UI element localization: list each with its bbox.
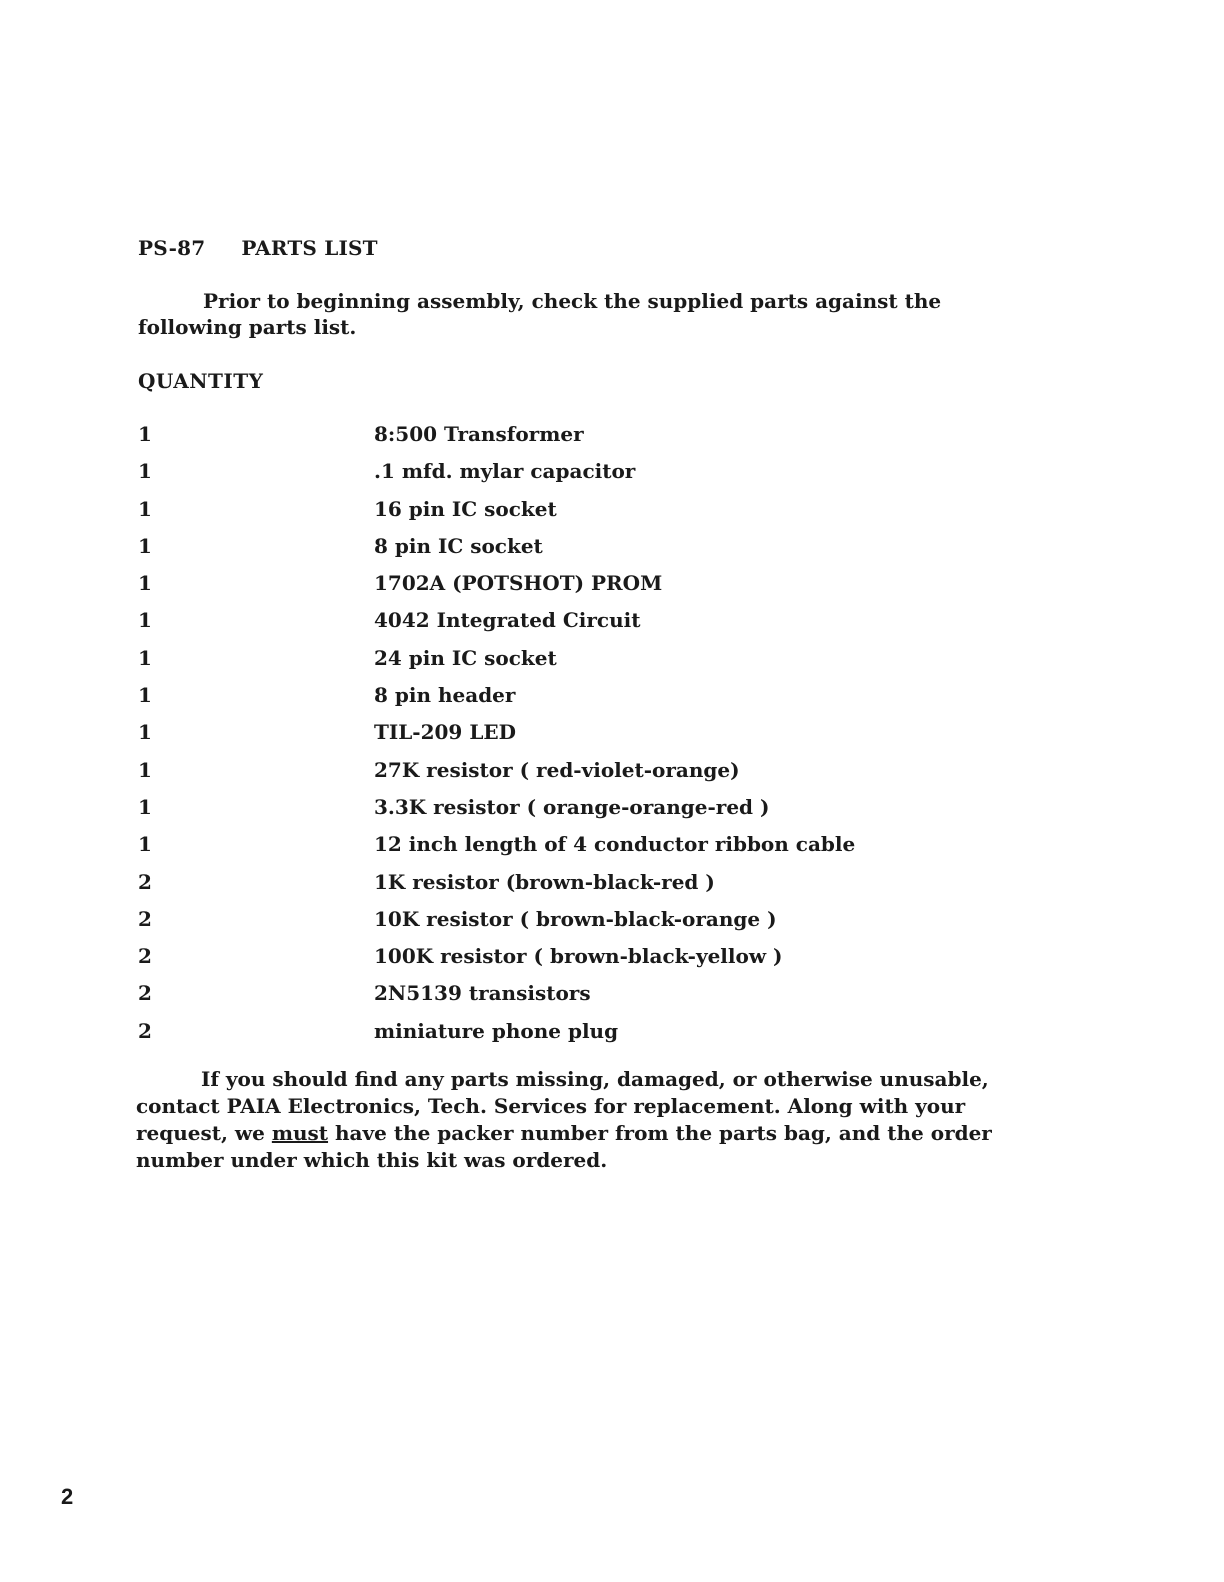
part-description: 4042 Integrated Circuit (374, 608, 641, 633)
page-number: 2 (61, 1484, 74, 1509)
list-item (138, 608, 1038, 645)
part-description: 8 pin header (374, 683, 516, 708)
part-quantity: 1 (138, 683, 152, 708)
part-quantity: 2 (138, 1018, 152, 1043)
part-description: TIL-209 LED (374, 720, 516, 745)
part-description: 2N5139 transistors (374, 981, 591, 1006)
part-quantity: 1 (138, 757, 152, 782)
part-description: 16 pin IC socket (374, 496, 557, 521)
part-quantity: 1 (138, 645, 152, 670)
list-item (138, 944, 1038, 981)
part-quantity: 2 (138, 981, 152, 1006)
list-item (138, 907, 1038, 944)
quantity-heading: QUANTITY (138, 369, 264, 393)
part-description: 100K resistor ( brown-black-yellow ) (374, 944, 783, 969)
list-item (138, 832, 1038, 869)
part-description: .1 mfd. mylar capacitor (374, 459, 636, 484)
part-quantity: 1 (138, 571, 152, 596)
list-item (138, 646, 1038, 683)
parts-list (138, 422, 1038, 1056)
intro-paragraph: Prior to beginning assembly, check the supplied parts against the following parts list. (138, 289, 942, 339)
part-quantity: 1 (138, 422, 152, 446)
part-quantity: 1 (138, 794, 152, 819)
closing-emphasis: must (271, 1121, 329, 1145)
list-item (138, 571, 1038, 608)
closing-paragraph (136, 1066, 1056, 1174)
list-item (138, 1019, 1038, 1056)
list-item (138, 981, 1038, 1018)
part-quantity: 1 (138, 533, 152, 558)
list-item (138, 459, 1038, 496)
part-description: 1702A (POTSHOT) PROM (374, 571, 663, 596)
closing-text-1: If you should find any parts missing, damaged, or otherwise unusable, contact PAIA Electronics, Tech. Services for replacement. Along with your request, we (136, 1067, 989, 1145)
list-item (138, 497, 1038, 534)
part-quantity: 2 (138, 869, 152, 894)
part-quantity: 1 (138, 720, 152, 745)
part-quantity: 2 (138, 906, 152, 931)
list-item (138, 534, 1038, 571)
part-description: 27K resistor ( red-violet-orange) (374, 757, 740, 782)
title-code: PS-87 (138, 236, 206, 260)
part-description: 24 pin IC socket (374, 645, 557, 670)
part-quantity: 2 (138, 944, 152, 969)
part-quantity: 1 (138, 459, 152, 484)
list-item (138, 683, 1038, 720)
part-quantity: 1 (138, 832, 152, 857)
part-description: 10K resistor ( brown-black-orange ) (374, 906, 777, 931)
part-description: 8:500 Transformer (374, 422, 584, 446)
list-item (138, 870, 1038, 907)
title-text: PARTS LIST (241, 236, 378, 260)
part-quantity: 1 (138, 496, 152, 521)
part-description: 12 inch length of 4 conductor ribbon cable (374, 832, 856, 857)
part-description: 3.3K resistor ( orange-orange-red ) (374, 794, 770, 819)
list-item (138, 720, 1038, 757)
part-description: 8 pin IC socket (374, 533, 543, 558)
list-item (138, 422, 1038, 459)
part-description: miniature phone plug (374, 1018, 619, 1043)
list-item (138, 758, 1038, 795)
part-quantity: 1 (138, 608, 152, 633)
list-item (138, 795, 1038, 832)
part-description: 1K resistor (brown-black-red ) (374, 869, 715, 894)
page-title (138, 236, 378, 260)
closing-text-2: have the packer number from the parts bag, and the order number under which this kit was ordered. (136, 1121, 992, 1172)
